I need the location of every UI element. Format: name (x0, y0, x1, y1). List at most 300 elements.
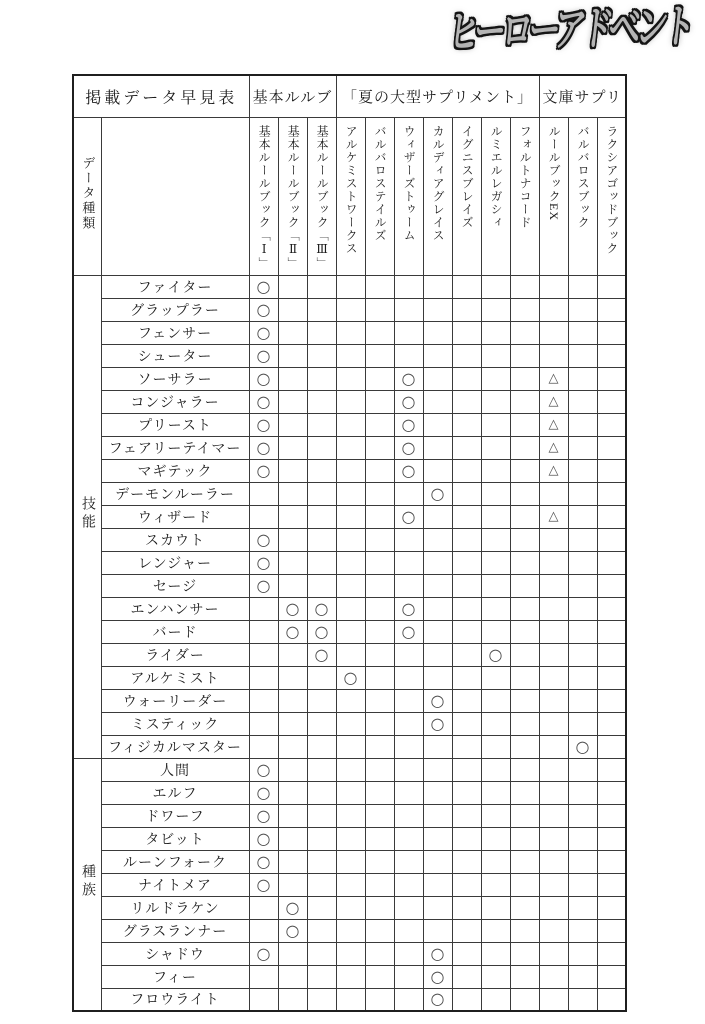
mark-cell (249, 896, 278, 919)
mark-cell (278, 298, 307, 321)
mark-cell: ○ (423, 965, 452, 988)
mark-cell (452, 321, 481, 344)
name-column-blank-header (101, 117, 249, 275)
mark-cell (510, 528, 539, 551)
row-label: フェンサー (101, 321, 249, 344)
mark-cell: ○ (307, 620, 336, 643)
mark-cell (510, 275, 539, 298)
mark-cell (365, 712, 394, 735)
mark-cell (365, 689, 394, 712)
mark-cell (278, 275, 307, 298)
table-row (73, 413, 626, 436)
mark-cell (394, 551, 423, 574)
book-column-label: アルケミストワークス (344, 124, 359, 255)
table-row (73, 781, 626, 804)
mark-cell (365, 436, 394, 459)
mark-cell (510, 919, 539, 942)
table-row (73, 482, 626, 505)
row-axis-label: データ種類 (80, 156, 96, 231)
mark-cell (597, 643, 626, 666)
mark-cell (278, 551, 307, 574)
mark-cell (365, 620, 394, 643)
mark-cell (365, 758, 394, 781)
mark-cell (394, 988, 423, 1011)
mark-cell (568, 804, 597, 827)
mark-cell (568, 712, 597, 735)
mark-cell (365, 298, 394, 321)
mark-cell: ○ (394, 367, 423, 390)
mark-cell (452, 275, 481, 298)
table-row (73, 459, 626, 482)
table-row (73, 758, 626, 781)
mark-cell (365, 781, 394, 804)
mark-cell (278, 344, 307, 367)
mark-cell (539, 344, 568, 367)
mark-cell (568, 965, 597, 988)
mark-cell (307, 988, 336, 1011)
mark-cell (510, 781, 539, 804)
mark-cell (423, 574, 452, 597)
mark-cell (423, 758, 452, 781)
mark-cell (423, 827, 452, 850)
mark-cell: ○ (394, 505, 423, 528)
mark-cell (597, 988, 626, 1011)
mark-cell (394, 298, 423, 321)
mark-cell (336, 804, 365, 827)
mark-cell: ○ (249, 275, 278, 298)
mark-cell (365, 482, 394, 505)
mark-cell (336, 275, 365, 298)
book-column-label: 基本ルールブック「Ⅱ」 (286, 124, 301, 270)
mark-cell (365, 827, 394, 850)
row-label: フェアリーテイマー (101, 436, 249, 459)
mark-cell (481, 344, 510, 367)
mark-cell (452, 781, 481, 804)
mark-cell: ○ (278, 597, 307, 620)
mark-cell (365, 919, 394, 942)
mark-cell: ○ (307, 643, 336, 666)
table-row (73, 321, 626, 344)
mark-cell (394, 712, 423, 735)
mark-cell (307, 482, 336, 505)
mark-cell (365, 735, 394, 758)
mark-cell (365, 551, 394, 574)
mark-cell (307, 321, 336, 344)
mark-cell (307, 965, 336, 988)
mark-cell (278, 988, 307, 1011)
mark-cell (597, 344, 626, 367)
mark-cell (336, 367, 365, 390)
mark-cell (336, 597, 365, 620)
mark-cell: ○ (568, 735, 597, 758)
mark-cell (307, 528, 336, 551)
table-row (73, 873, 626, 896)
mark-cell: ○ (394, 436, 423, 459)
mark-cell (481, 850, 510, 873)
mark-cell (510, 735, 539, 758)
mark-cell (481, 321, 510, 344)
mark-cell (510, 850, 539, 873)
mark-cell (394, 482, 423, 505)
mark-cell (568, 781, 597, 804)
mark-cell (539, 988, 568, 1011)
mark-cell (452, 643, 481, 666)
mark-cell (539, 781, 568, 804)
mark-cell (568, 344, 597, 367)
mark-cell (452, 758, 481, 781)
mark-cell (423, 896, 452, 919)
mark-cell (394, 528, 423, 551)
mark-cell (568, 873, 597, 896)
mark-cell (249, 505, 278, 528)
row-label: リルドラケン (101, 896, 249, 919)
mark-cell (481, 390, 510, 413)
mark-cell (452, 712, 481, 735)
mark-cell: ○ (249, 344, 278, 367)
column-group-header-1: 「夏の大型サプリメント」 (336, 75, 539, 117)
mark-cell (539, 528, 568, 551)
mark-cell (307, 758, 336, 781)
mark-cell (365, 942, 394, 965)
mark-cell (452, 505, 481, 528)
mark-cell (568, 942, 597, 965)
mark-cell: ○ (249, 436, 278, 459)
mark-cell (568, 896, 597, 919)
book-column-label: フォルトナコード (518, 124, 533, 229)
row-label: コンジャラー (101, 390, 249, 413)
mark-cell (336, 298, 365, 321)
mark-cell (365, 597, 394, 620)
mark-cell (336, 643, 365, 666)
mark-cell (568, 643, 597, 666)
book-column-header-7 (452, 117, 481, 275)
book-column-label: バルバロステイルズ (373, 124, 388, 242)
book-column-header-3 (336, 117, 365, 275)
mark-cell (597, 827, 626, 850)
mark-cell (539, 298, 568, 321)
mark-cell (539, 942, 568, 965)
mark-cell (452, 551, 481, 574)
mark-cell (597, 873, 626, 896)
mark-cell: ○ (249, 390, 278, 413)
mark-cell (307, 873, 336, 896)
mark-cell (336, 827, 365, 850)
mark-cell (597, 597, 626, 620)
mark-cell (365, 528, 394, 551)
mark-cell (394, 735, 423, 758)
mark-cell: ○ (394, 413, 423, 436)
mark-cell (365, 574, 394, 597)
mark-cell (307, 574, 336, 597)
mark-cell (336, 965, 365, 988)
mark-cell: ○ (249, 321, 278, 344)
mark-cell: ○ (249, 459, 278, 482)
book-column-header-4 (365, 117, 394, 275)
mark-cell (481, 666, 510, 689)
mark-cell (423, 919, 452, 942)
mark-cell (423, 804, 452, 827)
mark-cell (423, 643, 452, 666)
mark-cell (278, 574, 307, 597)
mark-cell (481, 988, 510, 1011)
mark-cell (452, 597, 481, 620)
mark-cell (481, 896, 510, 919)
mark-cell (452, 896, 481, 919)
mark-cell: ○ (249, 942, 278, 965)
mark-cell (510, 459, 539, 482)
table-row (73, 896, 626, 919)
mark-cell (365, 390, 394, 413)
mark-cell (365, 367, 394, 390)
mark-cell (597, 689, 626, 712)
mark-cell (307, 505, 336, 528)
book-column-header-0 (249, 117, 278, 275)
mark-cell (336, 321, 365, 344)
mark-cell (510, 758, 539, 781)
mark-cell (510, 620, 539, 643)
mark-cell (394, 919, 423, 942)
table-row (73, 850, 626, 873)
mark-cell (365, 804, 394, 827)
column-group-header-row (73, 75, 626, 117)
table-row (73, 942, 626, 965)
mark-cell (510, 827, 539, 850)
mark-cell (568, 413, 597, 436)
mark-cell (597, 528, 626, 551)
mark-cell (278, 758, 307, 781)
mark-cell: ○ (423, 482, 452, 505)
row-label: フロウライト (101, 988, 249, 1011)
mark-cell (568, 321, 597, 344)
mark-cell (568, 827, 597, 850)
mark-cell (597, 505, 626, 528)
mark-cell (307, 367, 336, 390)
mark-cell (423, 367, 452, 390)
row-label: エルフ (101, 781, 249, 804)
mark-cell (307, 804, 336, 827)
mark-cell (336, 873, 365, 896)
mark-cell (336, 505, 365, 528)
table-row (73, 643, 626, 666)
mark-cell (539, 735, 568, 758)
table-row (73, 735, 626, 758)
mark-cell (278, 390, 307, 413)
mark-cell (423, 781, 452, 804)
mark-cell (597, 735, 626, 758)
mark-cell (481, 689, 510, 712)
mark-cell (278, 643, 307, 666)
row-label: ソーサラー (101, 367, 249, 390)
mark-cell: ○ (481, 643, 510, 666)
table-row (73, 344, 626, 367)
mark-cell (278, 712, 307, 735)
mark-cell (452, 735, 481, 758)
mark-cell (278, 321, 307, 344)
mark-cell (481, 804, 510, 827)
mark-cell (307, 689, 336, 712)
mark-cell (365, 275, 394, 298)
mark-cell (336, 459, 365, 482)
mark-cell (539, 873, 568, 896)
mark-cell: ○ (249, 873, 278, 896)
mark-cell (568, 367, 597, 390)
mark-cell (394, 781, 423, 804)
table-title: 掲載データ早見表 (73, 75, 249, 117)
mark-cell (336, 551, 365, 574)
mark-cell (597, 781, 626, 804)
mark-cell (510, 988, 539, 1011)
mark-cell (394, 689, 423, 712)
mark-cell (510, 413, 539, 436)
row-group-label (73, 758, 101, 1011)
row-label: セージ (101, 574, 249, 597)
mark-cell (423, 850, 452, 873)
mark-cell (452, 965, 481, 988)
mark-cell (452, 367, 481, 390)
book-column-header-12 (597, 117, 626, 275)
mark-cell (307, 827, 336, 850)
mark-cell (365, 965, 394, 988)
mark-cell (249, 597, 278, 620)
mark-cell (365, 321, 394, 344)
table-row (73, 528, 626, 551)
mark-cell (481, 758, 510, 781)
mark-cell (336, 781, 365, 804)
mark-cell (539, 919, 568, 942)
mark-cell (481, 942, 510, 965)
book-header-row (73, 117, 626, 275)
book-column-label: バルバロスブック (576, 124, 591, 229)
mark-cell (336, 712, 365, 735)
mark-cell (336, 942, 365, 965)
mark-cell (568, 298, 597, 321)
mark-cell (452, 413, 481, 436)
row-label: グラスランナー (101, 919, 249, 942)
mark-cell (510, 367, 539, 390)
mark-cell (481, 873, 510, 896)
mark-cell (278, 436, 307, 459)
mark-cell (307, 735, 336, 758)
mark-cell (597, 551, 626, 574)
row-label: 人間 (101, 758, 249, 781)
mark-cell (423, 321, 452, 344)
mark-cell (278, 413, 307, 436)
row-label: ウィザード (101, 505, 249, 528)
mark-cell: ○ (394, 459, 423, 482)
mark-cell (365, 459, 394, 482)
mark-cell (307, 896, 336, 919)
table-row (73, 367, 626, 390)
mark-cell (597, 804, 626, 827)
mark-cell (307, 781, 336, 804)
mark-cell (336, 850, 365, 873)
row-label: フィジカルマスター (101, 735, 249, 758)
mark-cell (597, 436, 626, 459)
mark-cell (394, 804, 423, 827)
row-group-label-text: 種族 (79, 863, 95, 900)
mark-cell (336, 528, 365, 551)
mark-cell (336, 390, 365, 413)
mark-cell (597, 850, 626, 873)
mark-cell (307, 666, 336, 689)
mark-cell (481, 919, 510, 942)
row-label: グラップラー (101, 298, 249, 321)
mark-cell (307, 942, 336, 965)
mark-cell (568, 919, 597, 942)
table-row (73, 390, 626, 413)
mark-cell (365, 666, 394, 689)
mark-cell (336, 482, 365, 505)
mark-cell: ○ (249, 551, 278, 574)
mark-cell (336, 344, 365, 367)
row-label: ミスティック (101, 712, 249, 735)
book-column-header-5 (394, 117, 423, 275)
mark-cell (510, 689, 539, 712)
mark-cell (452, 988, 481, 1011)
mark-cell (481, 482, 510, 505)
mark-cell (597, 896, 626, 919)
mark-cell (539, 689, 568, 712)
row-label: スカウト (101, 528, 249, 551)
mark-cell (452, 620, 481, 643)
table-row (73, 620, 626, 643)
table-row (73, 275, 626, 298)
mark-cell (365, 344, 394, 367)
mark-cell: △ (539, 436, 568, 459)
row-label: デーモンルーラー (101, 482, 249, 505)
mark-cell (423, 390, 452, 413)
mark-cell (510, 344, 539, 367)
mark-cell: △ (539, 390, 568, 413)
mark-cell (423, 505, 452, 528)
mark-cell (278, 827, 307, 850)
mark-cell (394, 942, 423, 965)
mark-cell (568, 758, 597, 781)
mark-cell (307, 390, 336, 413)
mark-cell (278, 528, 307, 551)
mark-cell (249, 620, 278, 643)
mark-cell (307, 436, 336, 459)
mark-cell (481, 781, 510, 804)
mark-cell (597, 413, 626, 436)
mark-cell (423, 551, 452, 574)
hero-advent-logo (434, 0, 704, 63)
mark-cell (510, 965, 539, 988)
mark-cell (394, 666, 423, 689)
table-row (73, 574, 626, 597)
mark-cell (452, 574, 481, 597)
mark-cell (481, 505, 510, 528)
mark-cell (481, 275, 510, 298)
mark-cell: ○ (249, 827, 278, 850)
mark-cell (510, 321, 539, 344)
mark-cell (597, 298, 626, 321)
row-label: シャドウ (101, 942, 249, 965)
mark-cell (568, 505, 597, 528)
book-column-label: ルミエルレガシィ (489, 124, 504, 229)
mark-cell: ○ (423, 689, 452, 712)
row-label: ドワーフ (101, 804, 249, 827)
row-label: ライダー (101, 643, 249, 666)
mark-cell: ○ (249, 758, 278, 781)
mark-cell (249, 689, 278, 712)
mark-cell: ○ (249, 528, 278, 551)
mark-cell (249, 919, 278, 942)
mark-cell (423, 275, 452, 298)
book-column-label: ルールブックEX (547, 124, 562, 221)
mark-cell (452, 804, 481, 827)
mark-cell (539, 850, 568, 873)
